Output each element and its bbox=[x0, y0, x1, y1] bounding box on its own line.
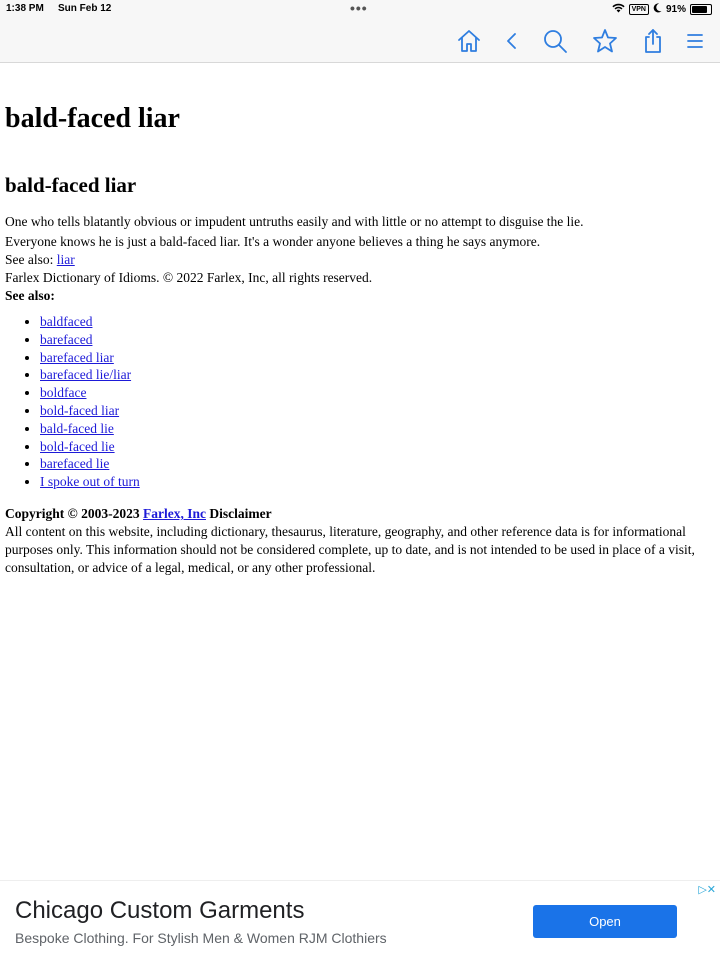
copyright-block bbox=[5, 505, 717, 523]
browser-toolbar bbox=[0, 20, 720, 63]
battery-level bbox=[692, 6, 707, 13]
disclaimer-text: All content on this website, including dictionary, thesaurus, literature, geography, and other reference data is for informational purposes only. This information should not be considered complete, up to date, and is not intended to be used in place of a visit, consultation, or advice of a legal, medical, or any other professional. bbox=[5, 523, 695, 575]
see-also-link[interactable]: barefaced liar bbox=[40, 349, 114, 365]
list-item bbox=[40, 455, 717, 473]
see-also-link[interactable]: bold-faced liar bbox=[40, 402, 120, 418]
ad-title[interactable]: Chicago Custom Garments bbox=[15, 897, 305, 924]
see-also-list bbox=[5, 313, 717, 491]
vpn-badge: VPN bbox=[629, 4, 649, 15]
see-also-inline-label: See also: bbox=[5, 252, 54, 267]
see-also-link[interactable]: barefaced lie bbox=[40, 456, 110, 472]
status-bar bbox=[0, 0, 720, 20]
wifi-icon bbox=[612, 3, 625, 16]
battery-icon bbox=[690, 4, 712, 15]
adchoices-icon[interactable]: ▷✕ bbox=[698, 884, 716, 896]
battery-percent: 91% bbox=[665, 4, 686, 15]
list-item bbox=[40, 313, 717, 331]
status-date: Sun Feb 12 bbox=[58, 3, 112, 14]
menu-icon[interactable] bbox=[681, 27, 709, 55]
definition-text: One who tells blatantly obvious or impudent untruths easily and with little or no attempt to disguise the lie. bbox=[5, 214, 584, 229]
link-liar[interactable]: liar bbox=[56, 252, 75, 267]
share-icon[interactable] bbox=[639, 27, 667, 55]
ad-subtitle: Bespoke Clothing. For Stylish Men & Women RJM Clothiers bbox=[15, 930, 387, 946]
see-also-inline bbox=[5, 251, 717, 269]
status-time: 1:38 PM bbox=[6, 3, 44, 14]
list-item bbox=[40, 331, 717, 349]
home-icon[interactable] bbox=[455, 27, 483, 55]
ad-banner[interactable] bbox=[0, 880, 720, 961]
search-icon[interactable] bbox=[541, 27, 569, 55]
see-also-link[interactable]: barefaced lie/liar bbox=[40, 367, 132, 383]
see-also-link[interactable]: barefaced bbox=[40, 331, 93, 347]
copyright-prefix: Copyright © 2003-2023 bbox=[5, 505, 140, 521]
see-also-link[interactable]: baldfaced bbox=[40, 314, 93, 329]
list-item bbox=[40, 349, 717, 367]
ad-open-button[interactable]: Open bbox=[533, 905, 677, 938]
see-also-link[interactable]: bald-faced lie bbox=[40, 420, 114, 436]
see-also-heading: See also: bbox=[5, 288, 55, 303]
list-item bbox=[40, 438, 717, 456]
status-right bbox=[612, 3, 712, 16]
star-icon[interactable] bbox=[591, 27, 619, 55]
multitasking-dots[interactable]: ••• bbox=[350, 0, 368, 16]
example-sentence: Everyone knows he is just a bald-faced liar. It's a wonder anyone believes a thing he says anymore. bbox=[5, 234, 541, 249]
see-also-link[interactable]: bold-faced lie bbox=[40, 438, 115, 454]
moon-icon bbox=[653, 3, 662, 16]
entry-title: bald-faced liar bbox=[5, 173, 137, 197]
farlex-link[interactable]: Farlex, Inc bbox=[142, 505, 206, 521]
list-item bbox=[40, 473, 717, 491]
list-item bbox=[40, 384, 717, 402]
disclaimer-label: Disclaimer bbox=[209, 505, 272, 521]
see-also-link[interactable]: I spoke out of turn bbox=[40, 474, 140, 490]
list-item bbox=[40, 366, 717, 384]
back-icon[interactable] bbox=[498, 27, 526, 55]
page-title: bald-faced liar bbox=[5, 103, 180, 134]
page-content bbox=[5, 62, 717, 577]
source-credit: Farlex Dictionary of Idioms. © 2022 Farlex, Inc, all rights reserved. bbox=[5, 270, 373, 285]
list-item bbox=[40, 420, 717, 438]
see-also-link[interactable]: boldface bbox=[40, 385, 87, 401]
list-item bbox=[40, 402, 717, 420]
